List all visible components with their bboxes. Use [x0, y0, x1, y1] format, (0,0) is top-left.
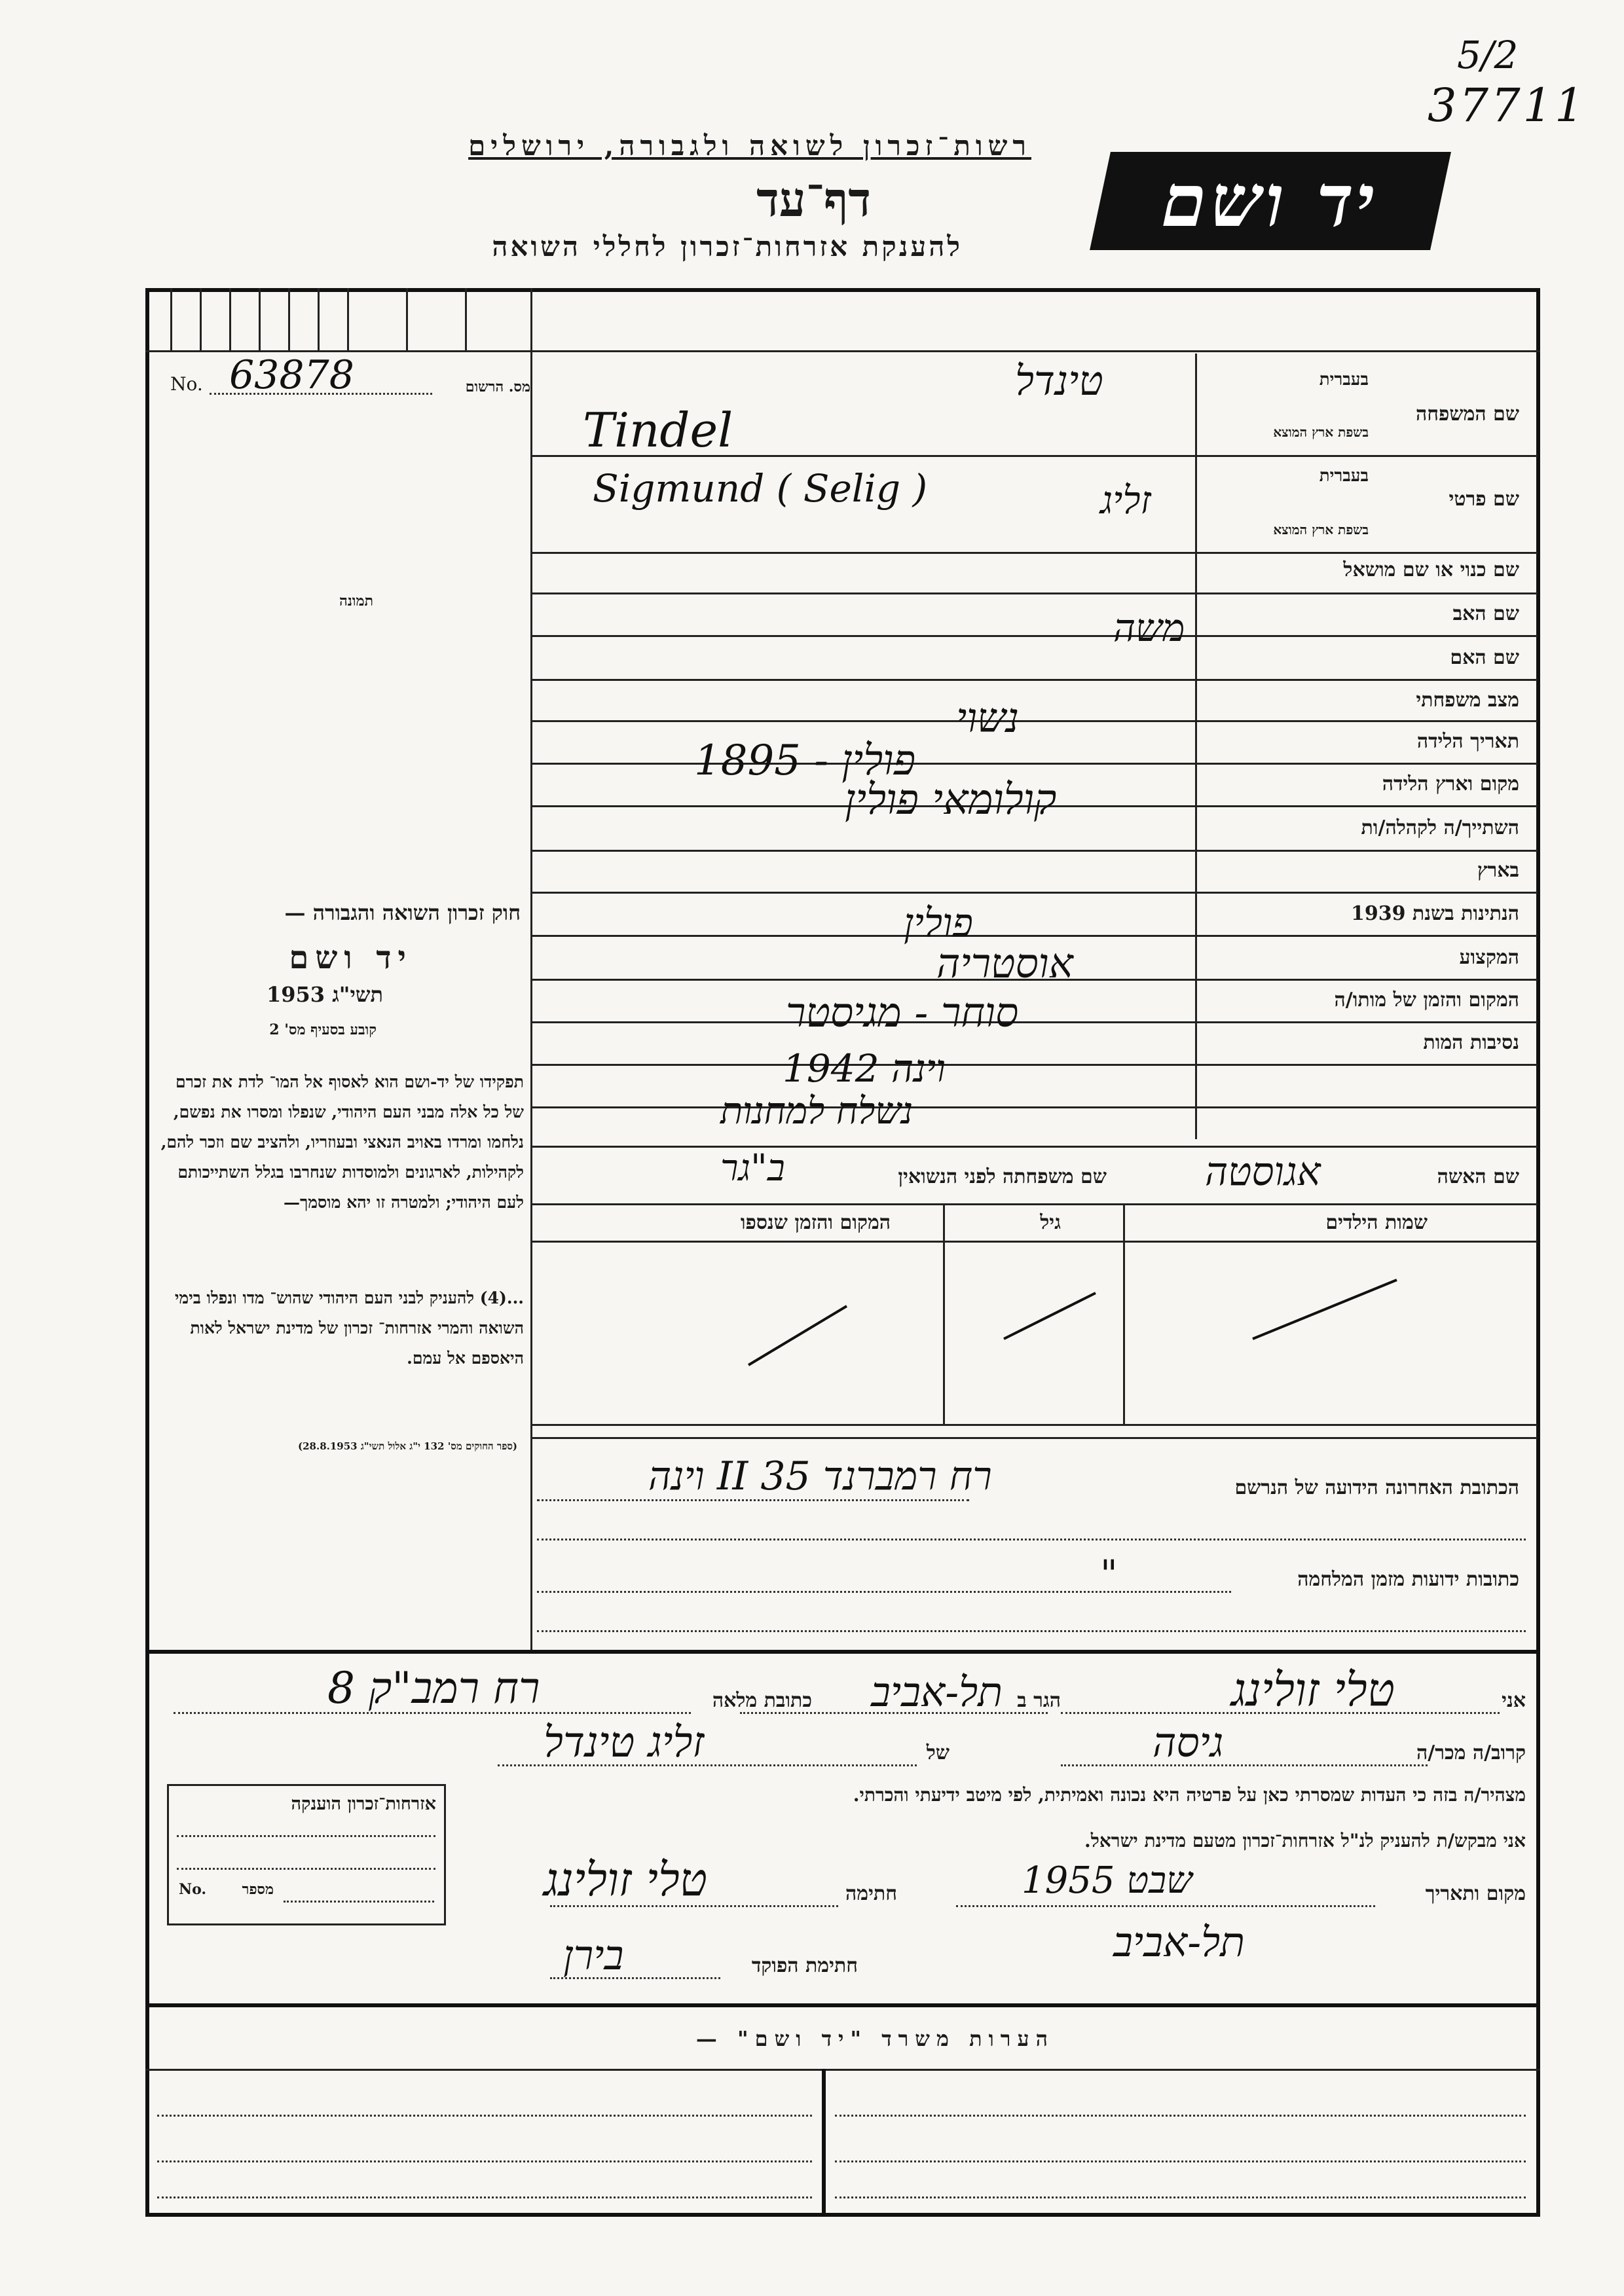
dots: [537, 1630, 1526, 1632]
dots: [177, 1835, 435, 1837]
column-divider: [530, 288, 532, 1650]
yad-vashem-logo: יד ושם: [1090, 152, 1451, 250]
declaration-request: אני מבקש/ת להעניק לנ"ל אזרחות־זכרון מטעם מדינת ישראל.: [1084, 1830, 1526, 1851]
value-citizenship: אוסטריה: [936, 939, 1073, 987]
label-age: גיל: [1040, 1211, 1061, 1234]
row-line: [532, 635, 1538, 637]
tick: [465, 288, 467, 350]
dots: [1061, 1764, 1428, 1766]
value-profession: סוחר - מגיסטר: [786, 989, 1019, 1036]
declaration-place: תל-אביב: [1113, 1918, 1245, 1966]
dots: [835, 2160, 1526, 2162]
label-last-address: הכתובת האחרונה הידועה של הנרשם: [1234, 1476, 1519, 1499]
label-nickname: שם כנוי או שם מושאל: [1343, 558, 1519, 581]
declaration-statement: מצהיר/ה בזה כי העדות שמסרתי כאן על פרטיה היא נכונה ואמיתית, לפי מיטב ידיעתי והכרתי.: [853, 1784, 1526, 1806]
value-wife-name: אגוסטה: [1205, 1149, 1321, 1195]
tick: [288, 288, 290, 350]
label-family-name: שם המשפחה: [1415, 403, 1519, 426]
row-line: [532, 720, 1538, 722]
declaration-officer-label: חתימת הפוקד: [751, 1954, 858, 1977]
dots: [157, 2196, 812, 2198]
dots: [537, 1591, 1231, 1593]
children-strike-lines: [532, 1241, 1538, 1424]
declaration-top-line: [145, 1650, 1540, 1654]
value-father: משה: [1113, 606, 1185, 650]
row-line: [532, 1064, 1538, 1066]
declaration-relative-label: קרוב/ה מכר/ה: [1416, 1741, 1526, 1764]
label-hebrew-2: בעברית: [1319, 466, 1369, 486]
registration-number: 63878: [229, 352, 354, 398]
declaration-date: 1955 שבט: [1022, 1859, 1192, 1902]
citizenship-box-no: No.: [179, 1881, 207, 1898]
header-title: דף־עד: [756, 172, 871, 227]
declaration-full-address-label: כתובת מלאה: [712, 1689, 812, 1712]
declaration-relative-of: זליג טינדל: [544, 1719, 705, 1767]
label-birth-date: תאריך הלידה: [1416, 730, 1519, 753]
label-children-death: המקום והזמן שנספו: [740, 1211, 891, 1234]
tick: [170, 288, 172, 350]
declaration-i-label: אני: [1502, 1689, 1526, 1712]
declaration-place-date-label: מקום ותאריך: [1425, 1882, 1526, 1905]
row-line: [532, 1437, 1538, 1439]
row-line: [532, 1146, 1538, 1148]
declaration-city: תל-אביב: [871, 1668, 1003, 1716]
value-family-name-native: Tindel: [583, 403, 733, 458]
row-line: [532, 592, 1538, 594]
label-marital: מצב משפחתי: [1416, 689, 1519, 712]
dots: [835, 2196, 1526, 2198]
label-hebrew-1: בעברית: [1319, 370, 1369, 390]
corner-note-number: 37711: [1428, 79, 1587, 132]
remarks-divider: [822, 2069, 826, 2213]
row-line: [532, 1203, 1538, 1205]
citizenship-box: [167, 1784, 446, 1925]
tick: [259, 288, 261, 350]
dots: [835, 2115, 1526, 2117]
declaration-officer-signature: בירן: [563, 1931, 624, 1979]
label-native-2: בשפת ארץ המוצא: [1273, 522, 1369, 538]
tick: [318, 288, 320, 350]
remarks-top-line: [145, 2003, 1540, 2007]
declaration-address: רח רמב"ק 8: [327, 1663, 540, 1713]
value-country: פולין: [904, 900, 973, 946]
photo-label: תמונה: [339, 592, 373, 610]
law-title: חוק זכרון השואה והגבורה —: [284, 900, 521, 925]
label-country: בארץ: [1477, 859, 1519, 882]
value-family-name-he: טינדל: [1015, 357, 1103, 405]
declaration-of-label: של: [926, 1741, 950, 1764]
label-birth-place: מקום וארץ הלידה: [1382, 773, 1519, 795]
value-maiden-name: ב"גר: [720, 1147, 785, 1190]
remarks-line: [145, 2069, 1540, 2071]
row-line: [532, 892, 1538, 894]
dots: [284, 1901, 434, 1903]
dots: [157, 2160, 812, 2162]
value-death-place: וינה 1942: [783, 1046, 946, 1091]
law-source: (ספר החוקים מס' 132 י"ג אלול תשי"ג 28.8.1953): [297, 1440, 517, 1452]
law-name: יד ושם: [289, 939, 413, 976]
law-text-1: תפקידו של יד-ושם הוא לאסוף אל המו־ לדת את זכרם של כל אלה מבני העם היהודי, שנפלו ומסרו את נפשם, נלחמו ומרדו באויב הנאצי ובעוזריו, ולהציב שם וזכר להם, לקהילות, לארגונים ולמוסדות שנחרבו בגלל השתייכותם לעם היהודי; ולמטרה זו יהא מוסמך—: [160, 1072, 524, 1212]
law-year: תשי"ג 1953: [267, 982, 383, 1007]
declaration-residing-label: הגר ב: [1017, 1689, 1061, 1712]
label-community: השתייך/ה לקהלה/ות: [1361, 816, 1519, 839]
label-profession: המקצוע: [1459, 946, 1519, 969]
header-subtitle: להענקת אזרחות־זכרון לחללי השואה: [492, 230, 963, 263]
row-line: [532, 763, 1538, 765]
label-father: שם האב: [1452, 602, 1519, 625]
value-last-address: וינה II רח רמברנד 35: [648, 1453, 992, 1499]
label-war-addresses: כתובות ידועות מזמן המלחמה: [1297, 1568, 1519, 1591]
declaration-relation: גיסה: [1153, 1719, 1224, 1766]
declaration-signature: טלי זולינג: [544, 1853, 708, 1906]
row-line: [532, 552, 1538, 554]
header-authority: רשות־זכרון לשואה ולגבורה, ירושלים: [468, 130, 1031, 162]
label-wife: שם האשה: [1437, 1165, 1519, 1188]
row-line: [532, 1106, 1538, 1108]
dots: [537, 1539, 1526, 1540]
corner-note-fraction: 5/2: [1457, 33, 1519, 77]
top-band-line: [145, 350, 1540, 352]
registration-label: מס. הרשום: [465, 378, 530, 395]
label-death-place: המקום והזמן של מותו/ה: [1334, 989, 1519, 1011]
tick: [229, 288, 231, 350]
label-mother: שם האם: [1450, 646, 1519, 669]
row-line: [532, 1424, 1538, 1426]
declaration-signature-label: חתימה: [845, 1882, 897, 1905]
label-children: שמות הילדים: [1325, 1211, 1428, 1234]
citizenship-box-number-label: מספר: [242, 1881, 274, 1898]
value-marital: נשוי: [956, 694, 1020, 742]
frame-top: [145, 288, 1540, 292]
tick: [200, 288, 202, 350]
dots: [537, 1499, 969, 1501]
frame-left: [145, 288, 149, 2217]
citizenship-box-title: אזרחות־זכרון הוענקה: [291, 1794, 436, 1814]
declaration-name: טלי זולינג: [1231, 1663, 1395, 1717]
row-line: [532, 850, 1538, 852]
row-line: [532, 935, 1538, 937]
row-line: [532, 679, 1538, 681]
label-citizenship: הנתינות בשנת 1939: [1350, 902, 1519, 925]
tick: [406, 288, 408, 350]
value-birth-place: קולומאי פולין: [845, 776, 1057, 824]
remarks-title: הערות משרד "יד ושם" —: [695, 2026, 1054, 2051]
label-first-name: שם פרטי: [1449, 488, 1519, 511]
dots: [157, 2115, 812, 2117]
row-line: [532, 1021, 1538, 1023]
label-death-circumstances: נסיבות המות: [1423, 1031, 1519, 1054]
value-war-address: ": [1100, 1552, 1118, 1596]
law-clause: קובע בסעיף מס' 2: [269, 1021, 377, 1038]
frame-bottom: [145, 2213, 1540, 2217]
value-first-name-native: Sigmund ( Selig ): [593, 466, 928, 511]
dots: [177, 1868, 435, 1870]
value-birth-date: 1895 - פולין: [694, 737, 916, 785]
value-first-name-he: זליג: [1100, 478, 1151, 522]
label-native-1: בשפת ארץ המוצא: [1273, 424, 1369, 440]
tick: [347, 288, 349, 350]
law-text-2: ...(4) להעניק לבני העם היהודי שהוש־ מדו ונפלו בימי השואה והמרי אזרחות־ זכרון של מדינת ישראל לאות היאספם אל עמם.: [174, 1288, 524, 1368]
registration-no-label: No.: [170, 373, 203, 395]
label-maiden: שם משפחתה לפני הנשואין: [898, 1165, 1107, 1188]
dots: [956, 1905, 1375, 1907]
value-death-circumstances: נשלח למחנות: [720, 1090, 913, 1133]
